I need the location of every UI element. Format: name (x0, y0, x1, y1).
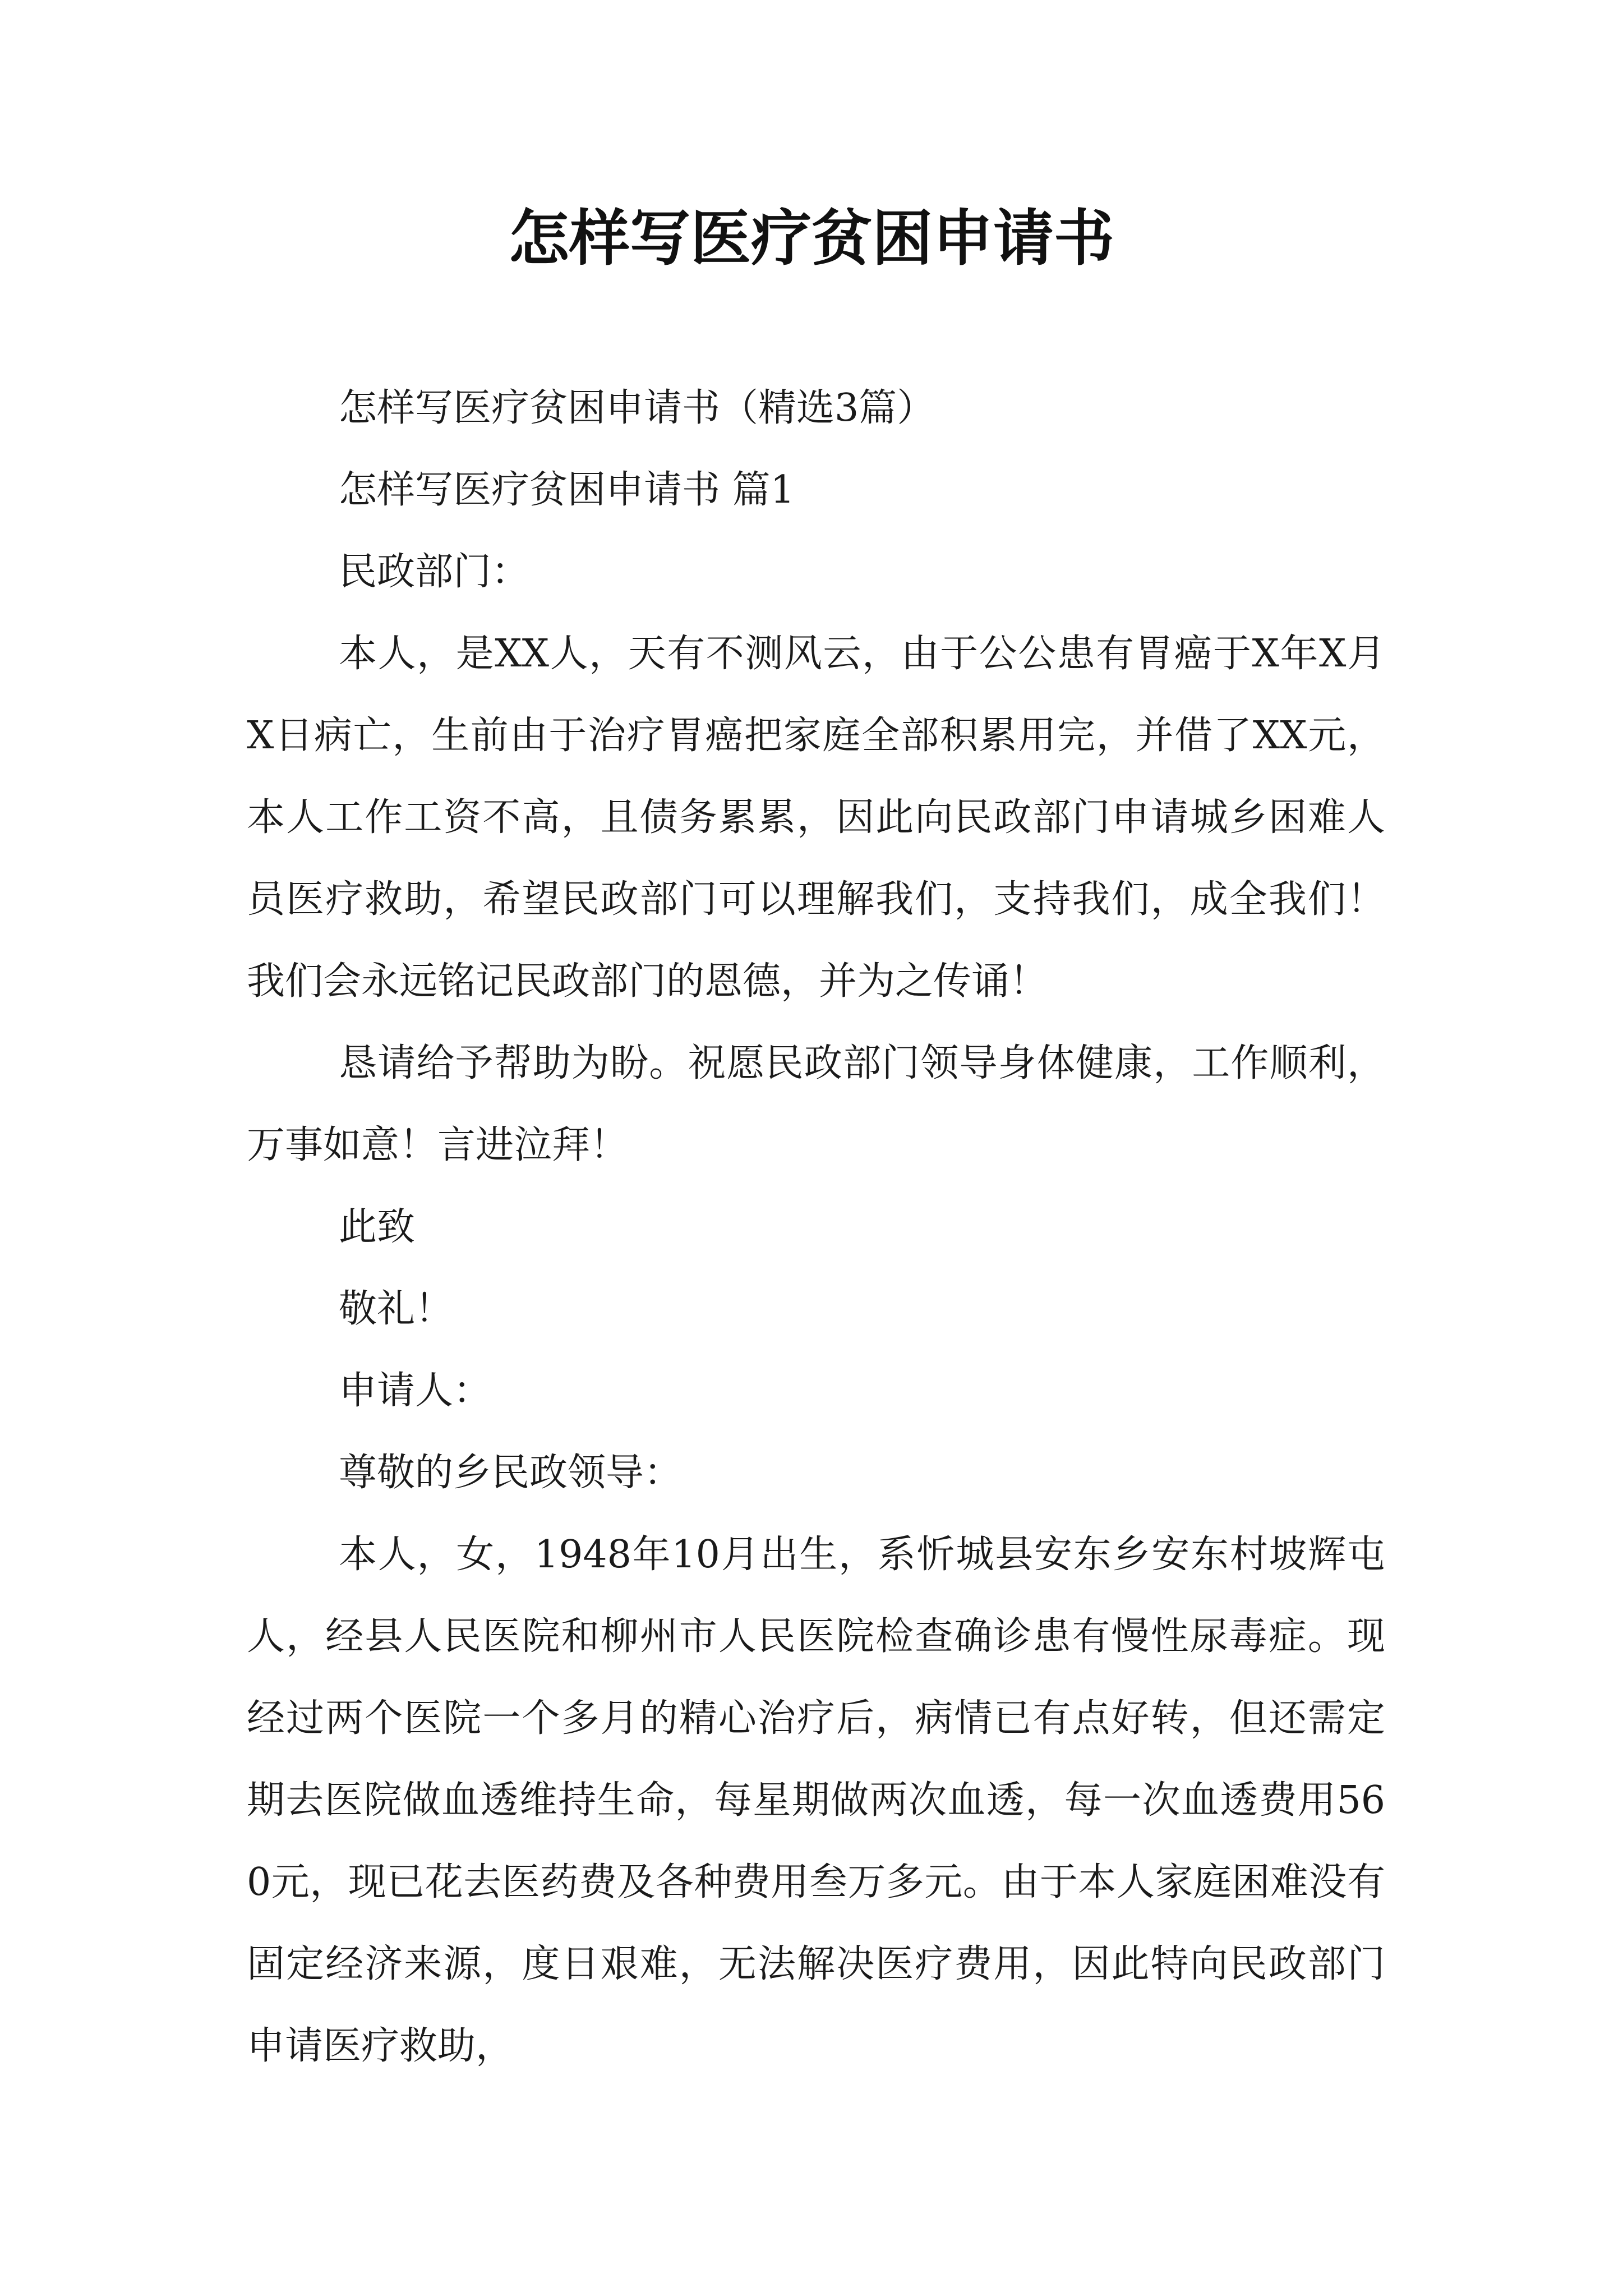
closing-line: 此致 (339, 1205, 416, 1249)
body-paragraph: 本人，女，1948年10月出生，系忻城县安东乡安东村坡辉屯人，经县人民医院和柳州市人民医院检查确诊患有慢性尿毒症。现经过两个医院一个多月的精心治疗后，病情已有点好转，但还需定期去医院做血透维持生命，每星期做两次血透，每一次血透费用560元，现已花去医药费及各种费用叁万多元。由于本人家庭困难没有固定经济来源，度日艰难，无法解决医疗费用，因此特向民政部门申请医疗救助， (247, 1533, 1385, 2068)
document-title: 怎样写医疗贫困申请书 (508, 203, 1114, 274)
closing-line: 敬礼！ (339, 1287, 454, 1331)
signature-line: 申请人： (339, 1369, 492, 1413)
body-paragraph: 恳请给予帮助为盼。祝愿民政部门领导身体健康，工作顺利，万事如意！言进泣拜！ (247, 1041, 1385, 1167)
salutation: 尊敬的乡民政领导： (339, 1451, 683, 1495)
body-paragraph: 本人，是XX人，天有不测风云，由于公公患有胃癌于X年X月X日病亡，生前由于治疗胃癌把家庭全部积累用完，并借了XX元，本人工作工资不高，且债务累累，因此向民政部门申请城乡困难人员医疗救助，希望民政部门可以理解我们，支持我们，成全我们！我们会永远铭记民政部门的恩德，并为之传诵！ (247, 632, 1385, 1004)
subtitle-line: 怎样写医疗贫困申请书（精选3篇） (339, 386, 935, 430)
section-heading: 怎样写医疗贫困申请书 篇1 (339, 468, 795, 512)
salutation: 民政部门： (339, 550, 530, 594)
document-body (247, 367, 1385, 2087)
